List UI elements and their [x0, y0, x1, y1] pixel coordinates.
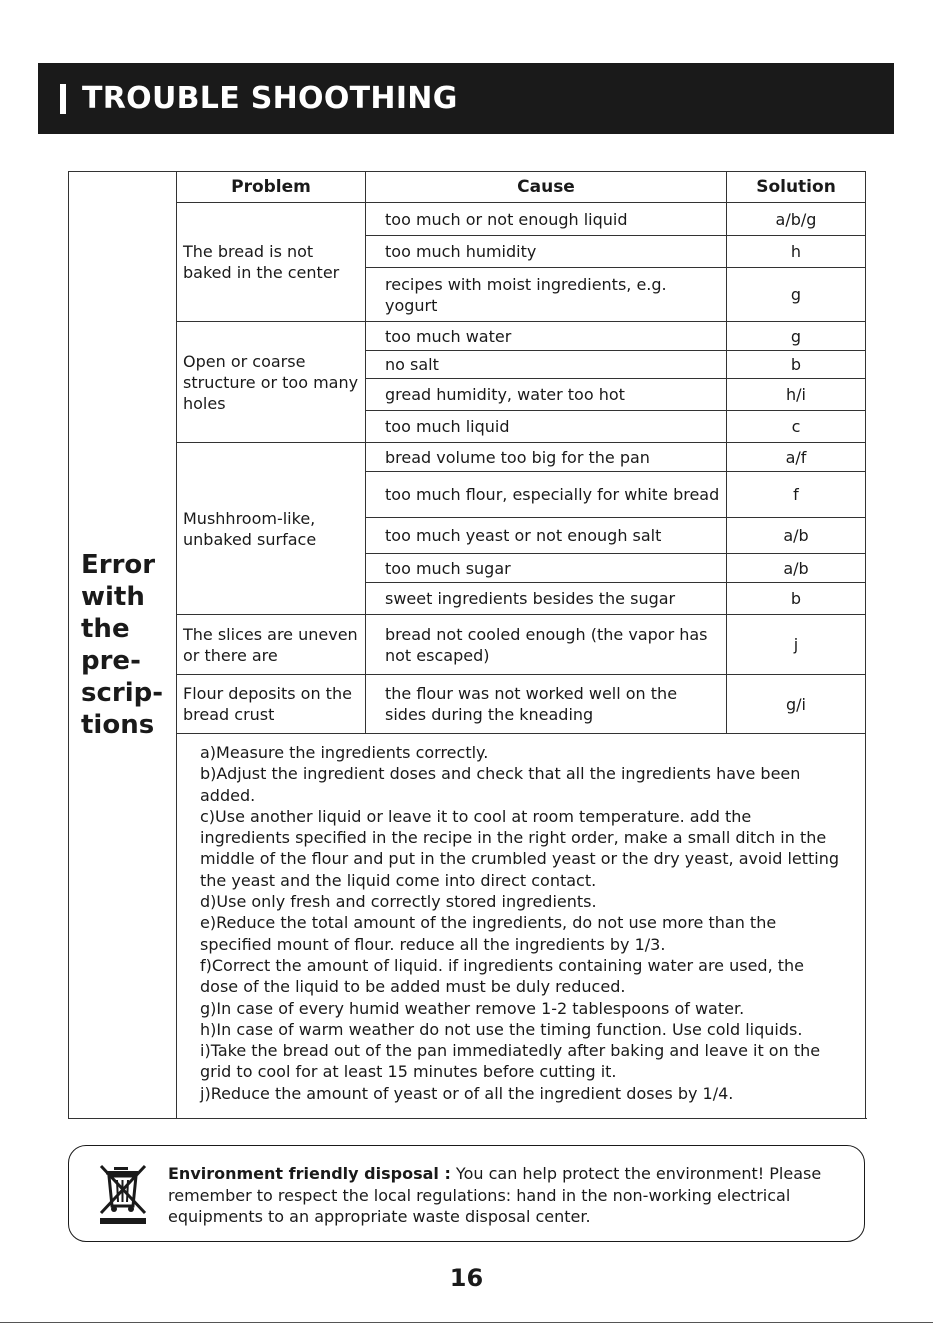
solution-cell: b	[727, 351, 866, 379]
section-label: Error with the pre- scrip- tions	[69, 172, 177, 1119]
cause-cell: sweet ingredients besides the sugar	[366, 583, 727, 615]
note-h: h)In case of warm weather do not use the timing function. Use cold liquids.	[200, 1019, 803, 1039]
solution-cell: f	[727, 472, 866, 518]
troubleshooting-table	[68, 171, 866, 1119]
solution-cell: g/i	[727, 675, 866, 734]
note-j: j)Reduce the amount of yeast or of all the ingredient doses by 1/4.	[200, 1083, 734, 1103]
problem-cell: Open or coarse structure or too many holes	[177, 322, 366, 443]
problem-cell: The slices are uneven or there are	[177, 615, 366, 675]
solution-cell: b	[727, 583, 866, 615]
solution-cell: g	[727, 322, 866, 351]
problem-cell: The bread is not baked in the center	[177, 203, 366, 322]
disposal-lead: Environment friendly disposal :	[168, 1164, 451, 1183]
problem-cell: Flour deposits on the bread crust	[177, 675, 366, 734]
header-problem: Problem	[177, 172, 366, 203]
cause-cell: too much yeast or not enough salt	[366, 518, 727, 554]
disposal-notice	[68, 1145, 865, 1242]
note-d: d)Use only fresh and correctly stored ingredients.	[200, 892, 597, 912]
note-f: f)Correct the amount of liquid. if ingredients containing water are used, the dose of the liquid to be added must be duly reduced.	[200, 955, 805, 997]
cause-cell: recipes with moist ingredients, e.g. yogurt	[366, 268, 727, 322]
cause-cell: bread not cooled enough (the vapor has not escaped)	[366, 615, 727, 675]
crossed-out-wheelie-bin-icon	[98, 1164, 148, 1226]
solution-cell: a/b	[727, 554, 866, 583]
problem-cell: Mushhroom-like, unbaked surface	[177, 443, 366, 615]
solution-cell: c	[727, 411, 866, 443]
note-a: a)Measure the ingredients correctly.	[200, 743, 489, 762]
note-i: i)Take the bread out of the pan immediatedly after baking and leave it on the grid to cool for at least 15 minutes before cutting it.	[200, 1041, 821, 1082]
note-c: c)Use another liquid or leave it to cool at room temperature. add the ingredients specified in the recipe in the right order, make a small ditch in the middle of the flour and put in the crumbled yeast or the dry yeast, avoid letting the yeast and the liquid come into direct contact.	[200, 806, 840, 890]
cause-cell: gread humidity, water too hot	[366, 379, 727, 411]
cause-cell: bread volume too big for the pan	[366, 443, 727, 472]
cause-cell: no salt	[366, 351, 727, 379]
solution-cell: h	[727, 236, 866, 268]
solution-cell: j	[727, 615, 866, 675]
bottom-divider	[0, 1322, 933, 1323]
cause-cell: too much liquid	[366, 411, 727, 443]
disposal-text	[168, 1163, 846, 1228]
solution-cell: g	[727, 268, 866, 322]
solution-cell: a/b	[727, 518, 866, 554]
cause-cell: the flour was not worked well on the sides during the kneading	[366, 675, 727, 734]
solution-cell: a/b/g	[727, 203, 866, 236]
solution-cell: a/f	[727, 443, 866, 472]
page-title: TROUBLE SHOOTHING	[82, 81, 458, 116]
solution-cell: h/i	[727, 379, 866, 411]
cause-cell: too much water	[366, 322, 727, 351]
page-header	[38, 63, 894, 134]
note-b: b)Adjust the ingredient doses and check that all the ingredients have been added.	[200, 764, 801, 805]
header-cause: Cause	[366, 172, 727, 203]
header-bar-mark	[60, 84, 66, 114]
note-g: g)In case of every humid weather remove 1-2 tablespoons of water.	[200, 998, 745, 1018]
cause-cell: too much or not enough liquid	[366, 203, 727, 236]
notes-cell	[177, 734, 866, 1119]
cause-cell: too much sugar	[366, 554, 727, 583]
page-number: 16	[449, 1264, 484, 1292]
disposal-body: You can help protect the environment! Please remember to respect the local regulations: hand in the non-working electrical equipments to an appropriate waste disposal center.	[168, 1164, 822, 1226]
cause-cell: too much flour, especially for white bread	[366, 472, 727, 518]
cause-cell: too much humidity	[366, 236, 727, 268]
note-e: e)Reduce the total amount of the ingredients, do not use more than the specified mount of flour. reduce all the ingredients by 1/3.	[200, 913, 777, 954]
header-solution: Solution	[727, 172, 866, 203]
